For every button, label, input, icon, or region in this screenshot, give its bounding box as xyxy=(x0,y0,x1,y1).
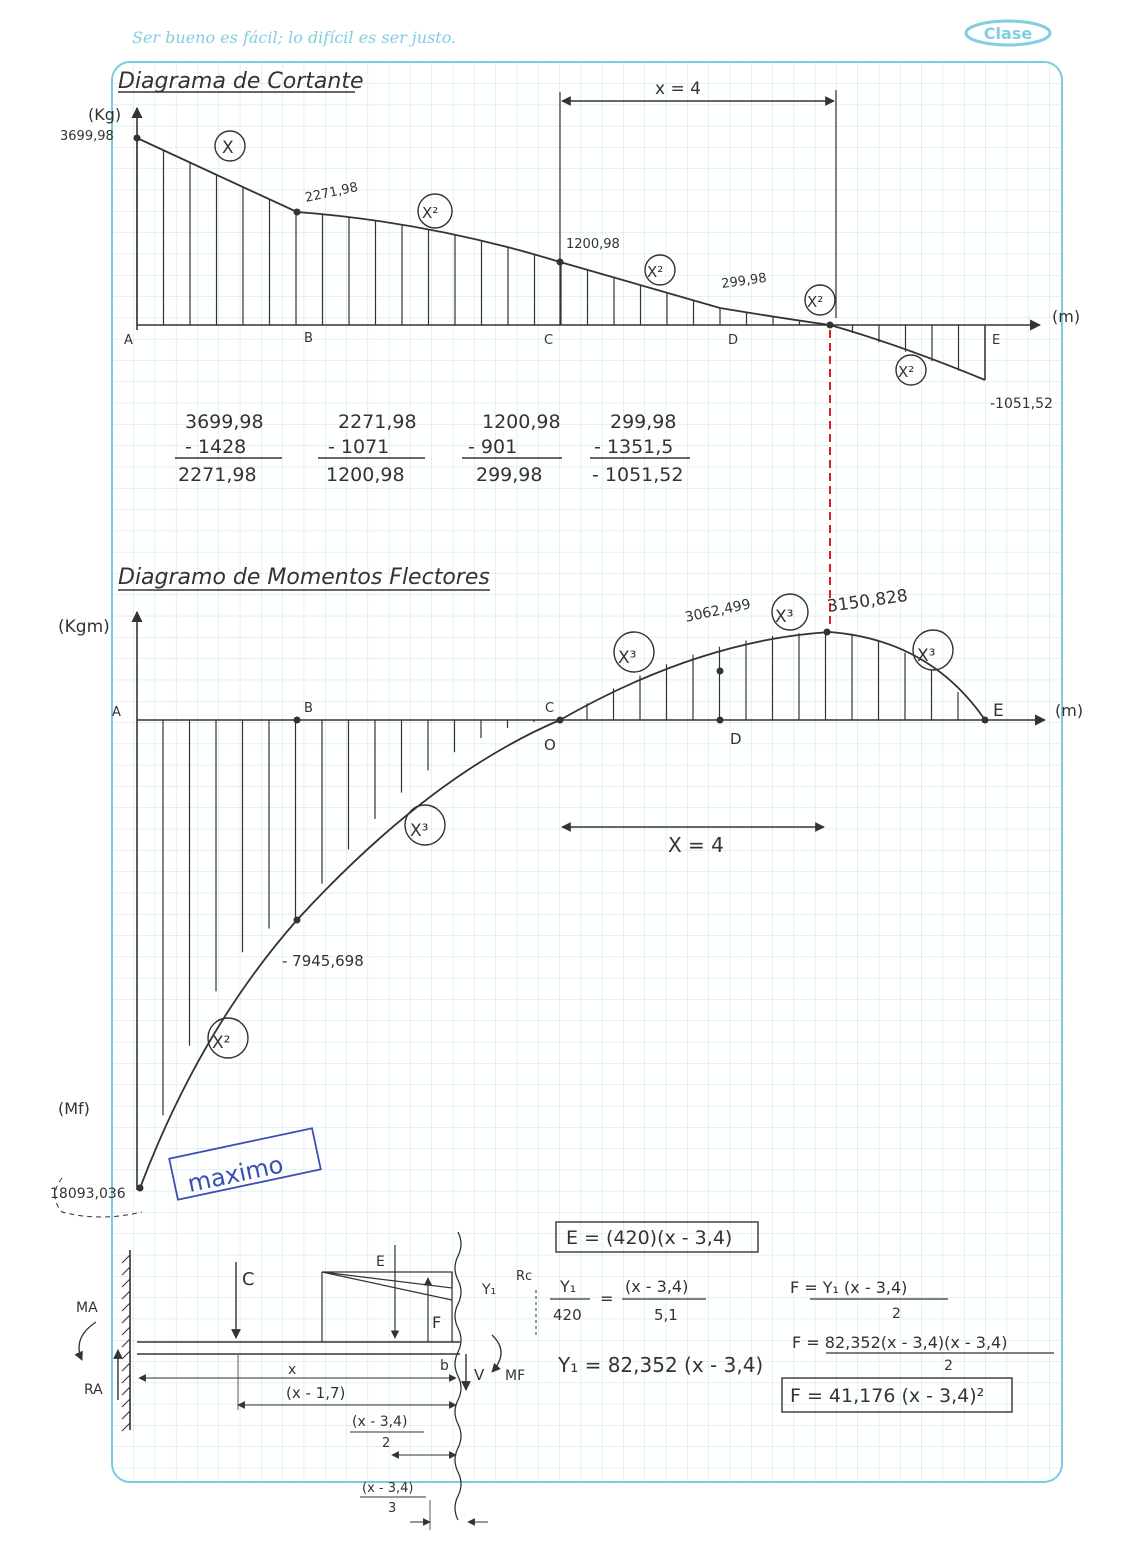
moment-tag-3: X³ xyxy=(618,648,637,668)
moment-value-b: - 7945,698 xyxy=(282,952,364,970)
moment-y-unit: (Kgm) xyxy=(58,617,110,637)
fb-label-e: E xyxy=(376,1254,385,1270)
shear-value-c: 1200,98 xyxy=(566,237,620,252)
fb-label-ra: RA xyxy=(84,1382,103,1398)
sub2-b: - 1071 xyxy=(328,436,390,458)
fb-label-ma: MA xyxy=(76,1300,98,1316)
sub1-r: 2271,98 xyxy=(178,464,257,486)
maximo-label: maximo xyxy=(185,1150,286,1198)
sub4-b: - 1351,5 xyxy=(594,436,674,458)
eq-f2-num: F = 82,352(x - 3,4)(x - 3,4) xyxy=(792,1333,1008,1352)
sub3-a: 1200,98 xyxy=(482,411,561,433)
moment-point-c: C xyxy=(545,701,555,716)
shear-point-a: A xyxy=(124,333,133,348)
eq-ratio-right-den: 5,1 xyxy=(654,1306,678,1324)
eq-e-box: E = (420)(x - 3,4) xyxy=(566,1227,733,1249)
moment-zero-label: O xyxy=(544,736,556,754)
sub2-r: 1200,98 xyxy=(326,464,405,486)
fb-label-f: F xyxy=(432,1313,442,1332)
sub4-r: - 1051,52 xyxy=(592,464,684,486)
eq-ratio-left-num: Y₁ xyxy=(560,1277,577,1296)
sub3-b: - 901 xyxy=(468,436,518,458)
logo-text: Clase xyxy=(983,24,1033,43)
eq-f1-num: F = Y₁ (x - 3,4) xyxy=(790,1278,908,1297)
moment-point-a: A xyxy=(112,705,121,720)
sub1-b: - 1428 xyxy=(185,436,247,458)
shear-span: x = 4 xyxy=(655,79,701,99)
shear-value-a: 3699,98 xyxy=(60,129,114,144)
shear-value-b: 2271,98 xyxy=(303,180,360,206)
moment-point-b: B xyxy=(304,701,313,716)
fb-label-rc: Rc xyxy=(516,1269,533,1284)
fb-dim3-den: 3 xyxy=(388,1501,397,1516)
eq-y1: Y₁ = 82,352 (x - 3,4) xyxy=(558,1353,764,1377)
shear-tag-5: X² xyxy=(898,363,915,381)
sub4-a: 299,98 xyxy=(610,411,677,433)
moment-point-e: E xyxy=(993,701,1004,721)
shear-value-e: -1051,52 xyxy=(990,396,1053,412)
shear-y-unit: (Kg) xyxy=(88,105,122,124)
fb-dim2-den: 2 xyxy=(382,1436,391,1451)
shear-x-unit: (m) xyxy=(1052,307,1081,326)
shear-tag-4: X² xyxy=(807,293,824,311)
shear-value-d: 299,98 xyxy=(720,270,768,292)
moment-value-a: 18093,036 xyxy=(50,1186,126,1202)
sub3-r: 299,98 xyxy=(476,464,543,486)
moment-point-d: D xyxy=(730,730,742,748)
fb-label-mf: MF xyxy=(505,1368,526,1384)
fb-label-b: b xyxy=(440,1358,449,1374)
sub2-a: 2271,98 xyxy=(338,411,417,433)
moment-value-max: 3150,828 xyxy=(825,585,910,617)
fb-label-x-17: (x - 1,7) xyxy=(286,1384,346,1402)
moment-value-d: 3062,499 xyxy=(683,596,753,626)
fb-label-v: V xyxy=(474,1366,485,1384)
eq-ratio-right-num: (x - 3,4) xyxy=(625,1277,689,1296)
fb-dim3-num: (x - 3,4) xyxy=(362,1481,414,1496)
eq-f3: F = 41,176 (x - 3,4)² xyxy=(790,1385,985,1407)
moment-mf-label: (Mf) xyxy=(58,1099,90,1118)
shear-point-b: B xyxy=(304,331,313,346)
shear-tag-1: X xyxy=(222,138,234,158)
shear-point-c: C xyxy=(544,333,554,348)
moment-span: X = 4 xyxy=(668,833,724,857)
eq-f1-den: 2 xyxy=(892,1306,901,1322)
shear-point-d: D xyxy=(728,333,739,348)
eq-ratio-left-den: 420 xyxy=(553,1306,582,1324)
moment-tag-5: X³ xyxy=(917,646,936,666)
shear-point-e: E xyxy=(992,333,1001,348)
fb-label-x: x xyxy=(288,1362,297,1378)
eq-f2-den: 2 xyxy=(944,1358,953,1374)
fb-label-y1: Y₁ xyxy=(482,1282,497,1298)
moment-tag-2: X³ xyxy=(410,821,429,841)
shear-tag-3: X² xyxy=(647,263,664,281)
moment-x-unit: (m) xyxy=(1055,701,1084,720)
shear-title: Diagrama de Cortante xyxy=(118,69,364,94)
sub1-a: 3699,98 xyxy=(185,411,264,433)
shear-tag-2: X² xyxy=(422,204,439,222)
moment-tag-1: X² xyxy=(212,1033,231,1053)
fb-dim2-num: (x - 3,4) xyxy=(352,1414,408,1430)
fb-label-c: C xyxy=(242,1269,255,1290)
moment-tag-4: X³ xyxy=(775,607,794,627)
eq-ratio-eq: = xyxy=(600,1289,614,1308)
header-motto: Ser bueno es fácil; lo difícil es ser justo. xyxy=(132,28,457,47)
moment-title: Diagramo de Momentos Flectores xyxy=(118,565,490,590)
